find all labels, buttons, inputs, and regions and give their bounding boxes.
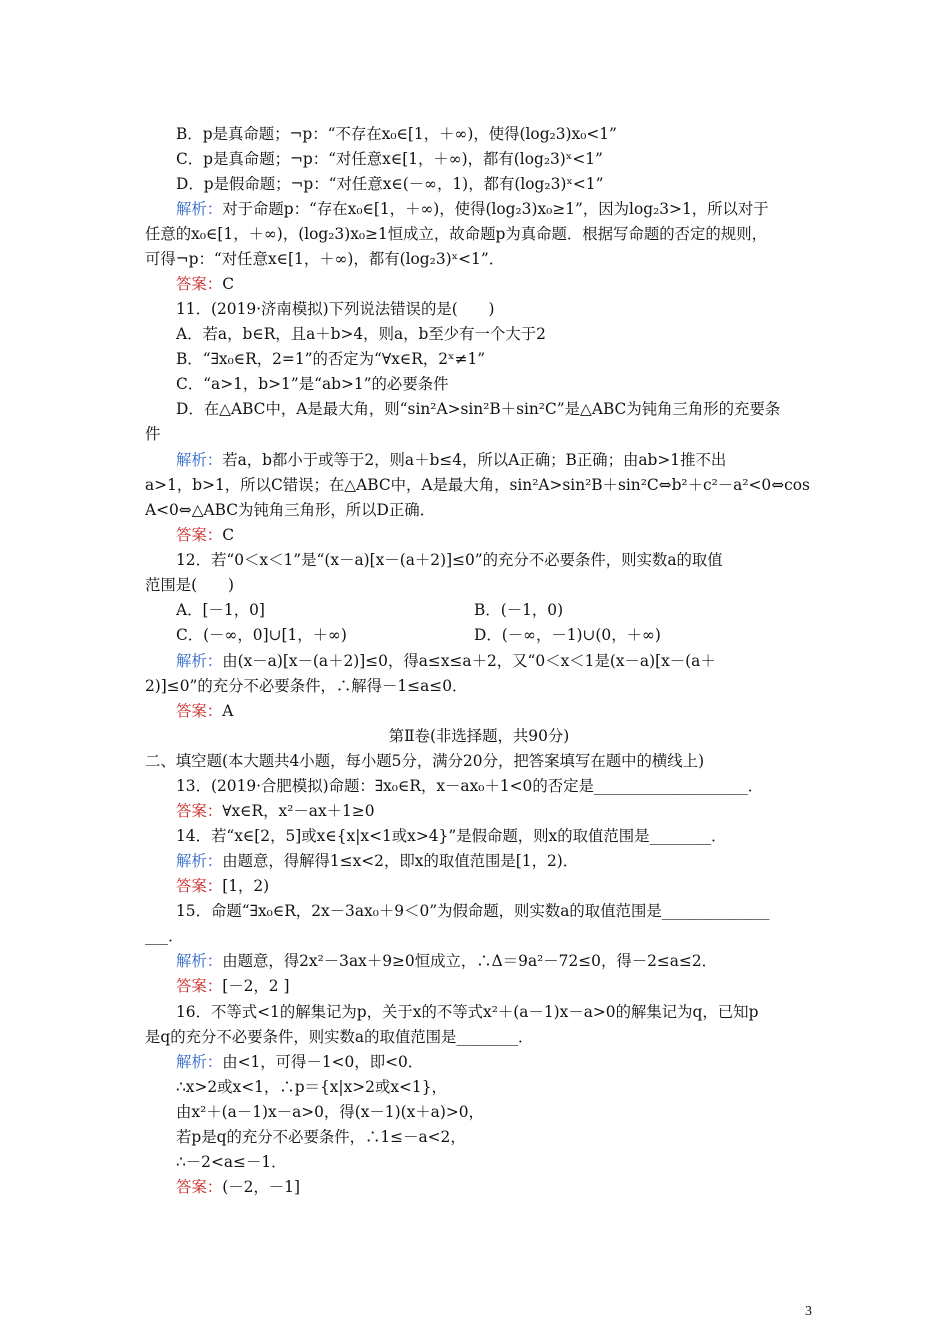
answer-label: 答案：	[176, 1178, 223, 1196]
q11-option-b: B．“∃x₀∈R，2=1”的否定为“∀x∈R，2ˣ≠1”	[176, 350, 486, 368]
q13-stem: 13．(2019·合肥模拟)命题：∃x₀∈R，x－ax₀＋1<0的否定是____________________．	[176, 777, 764, 795]
answer-value: C	[222, 526, 234, 544]
q11-stem: 11．(2019·济南模拟)下列说法错误的是( )	[176, 300, 495, 318]
page-number: 3	[805, 1304, 812, 1319]
q11-option-c: C．“a>1，b>1”是“ab>1”的必要条件	[176, 375, 449, 393]
q16-solution-line-5: ∴－2<a≤－1．	[176, 1153, 287, 1171]
q10-option-c: C．p是真命题；¬p：“对任意x∈[1，＋∞)，都有(log₂3)ˣ<1”	[176, 150, 603, 168]
answer-label: 答案：	[176, 702, 223, 720]
q10-option-d: D．p是假命题；¬p：“对任意x∈(－∞，1)，都有(log₂3)ˣ<1”	[176, 175, 604, 193]
q12-answer	[176, 701, 813, 721]
answer-label: 答案：	[176, 977, 223, 995]
solution-text: 由题意，得2x²－3ax＋9≥0恒成立，∴Δ＝9a²－72≤0，得－2≤a≤2．	[222, 952, 718, 970]
q12-option-c: C．(－∞，0]∪[1，＋∞)	[176, 626, 347, 644]
q11-option-d-cont: 件	[145, 425, 161, 443]
section-heading: 二、填空题(本大题共4小题，每小题5分，满分20分，把答案填写在题中的横线上)	[145, 752, 705, 770]
q11-answer	[176, 525, 813, 545]
solution-text: 由(x－a)[x－(a＋2)]≤0，得a≤x≤a＋2，又“0＜x＜1是(x－a)[x－(a＋	[222, 652, 716, 670]
q16-solution-line-2: ∴x>2或x<1，∴p＝{x|x>2或x<1}，	[176, 1078, 447, 1096]
answer-value: (－2，－1]	[222, 1178, 300, 1196]
solution-label: 解析：	[176, 652, 223, 670]
answer-label: 答案：	[176, 526, 223, 544]
solution-text: 对于命题p：“存在x₀∈[1，＋∞)，使得(log₂3)x₀≥1”，因为log₂3>1，所以对于	[222, 200, 769, 218]
q15-stem: 15．命题“∃x₀∈R，2x－3ax₀＋9＜0”为假命题，则实数a的取值范围是______________	[176, 902, 770, 920]
answer-value: [1，2)	[222, 877, 270, 895]
answer-label: 答案：	[176, 802, 223, 820]
q15-stem-cont: ___．	[145, 927, 184, 945]
q10-solution-line-3: 可得¬p：“对任意x∈[1，＋∞)，都有(log₂3)ˣ<1”．	[145, 250, 505, 268]
q12-stem-cont: 范围是( )	[145, 576, 234, 594]
q16-stem: 16．不等式<1的解集记为p，关于x的不等式x²＋(a－1)x－a>0的解集记为q，已知p	[176, 1003, 759, 1021]
q14-stem: 14．若“x∈[2，5]或x∈{x|x<1或x>4}”是假命题，则x的取值范围是________．	[176, 827, 727, 845]
answer-value: [－2，2 ]	[222, 977, 290, 995]
solution-label: 解析：	[176, 451, 223, 469]
solution-label: 解析：	[176, 1053, 223, 1071]
q16-solution-line	[176, 1052, 813, 1072]
q12-solution-line	[176, 651, 813, 671]
q14-answer	[176, 876, 813, 896]
q11-option-d: D．在△ABC中，A是最大角，则“sin²A>sin²B＋sin²C”是△ABC为钝角三角形的充要条	[176, 400, 781, 418]
q10-option-b: B．p是真命题；¬p：“不存在x₀∈[1，＋∞)，使得(log₂3)x₀<1”	[176, 125, 617, 143]
solution-label: 解析：	[176, 852, 223, 870]
solution-label: 解析：	[176, 952, 223, 970]
q12-option-d: D．(－∞，－1)∪(0，＋∞)	[474, 626, 661, 644]
q10-solution-line-2: 任意的x₀∈[1，＋∞)，(log₂3)x₀≥1恒成立，故命题p为真命题．根据写命题的否定的规则，	[145, 225, 767, 243]
q12-solution-line-2: 2)]≤0”的充分不必要条件，∴解得－1≤a≤0．	[145, 677, 468, 695]
q11-solution-line-2: a>1，b>1，所以C错误；在△ABC中，A是最大角，sin²A>sin²B＋sin²C⇔b²＋c²－a²<0⇔cos	[145, 476, 810, 494]
q11-solution-line-3: A<0⇔△ABC为钝角三角形，所以D正确．	[145, 501, 436, 519]
solution-text: 由<1，可得－1<0，即<0．	[222, 1053, 424, 1071]
q10-answer	[176, 274, 813, 294]
q15-answer	[176, 976, 813, 996]
q10-solution-line	[176, 199, 813, 219]
answer-value: ∀x∈R，x²－ax＋1≥0	[222, 802, 375, 820]
answer-value: A	[222, 702, 234, 720]
part-two-title: 第Ⅱ卷(非选择题，共90分)	[388, 727, 570, 745]
q16-solution-line-4: 若p是q的充分不必要条件，∴1≤－a<2，	[176, 1128, 466, 1146]
q11-solution-line	[176, 450, 813, 470]
answer-label: 答案：	[176, 877, 223, 895]
q15-solution	[176, 951, 813, 971]
q12-option-a: A．[－1，0]	[176, 601, 265, 619]
solution-text: 由题意，得解得1≤x<2，即x的取值范围是[1，2)．	[222, 852, 579, 870]
q16-solution-line-3: 由x²＋(a－1)x－a>0，得(x－1)(x＋a)>0，	[176, 1103, 484, 1121]
q12-option-b: B．(－1，0)	[474, 601, 564, 619]
q14-solution	[176, 851, 813, 871]
q16-answer	[176, 1177, 813, 1197]
solution-text: 若a，b都小于或等于2，则a＋b≤4，所以A正确；B正确；由ab>1推不出	[222, 451, 727, 469]
solution-label: 解析：	[176, 200, 223, 218]
q12-stem: 12．若“0＜x＜1”是“(x－a)[x－(a＋2)]≤0”的充分不必要条件，则实数a的取值	[176, 551, 723, 569]
answer-value: C	[222, 275, 234, 293]
q16-stem-cont: 是q的充分不必要条件，则实数a的取值范围是________．	[145, 1028, 534, 1046]
answer-label: 答案：	[176, 275, 223, 293]
q13-answer	[176, 801, 813, 821]
q11-option-a: A．若a，b∈R，且a＋b>4，则a，b至少有一个大于2	[176, 325, 546, 343]
